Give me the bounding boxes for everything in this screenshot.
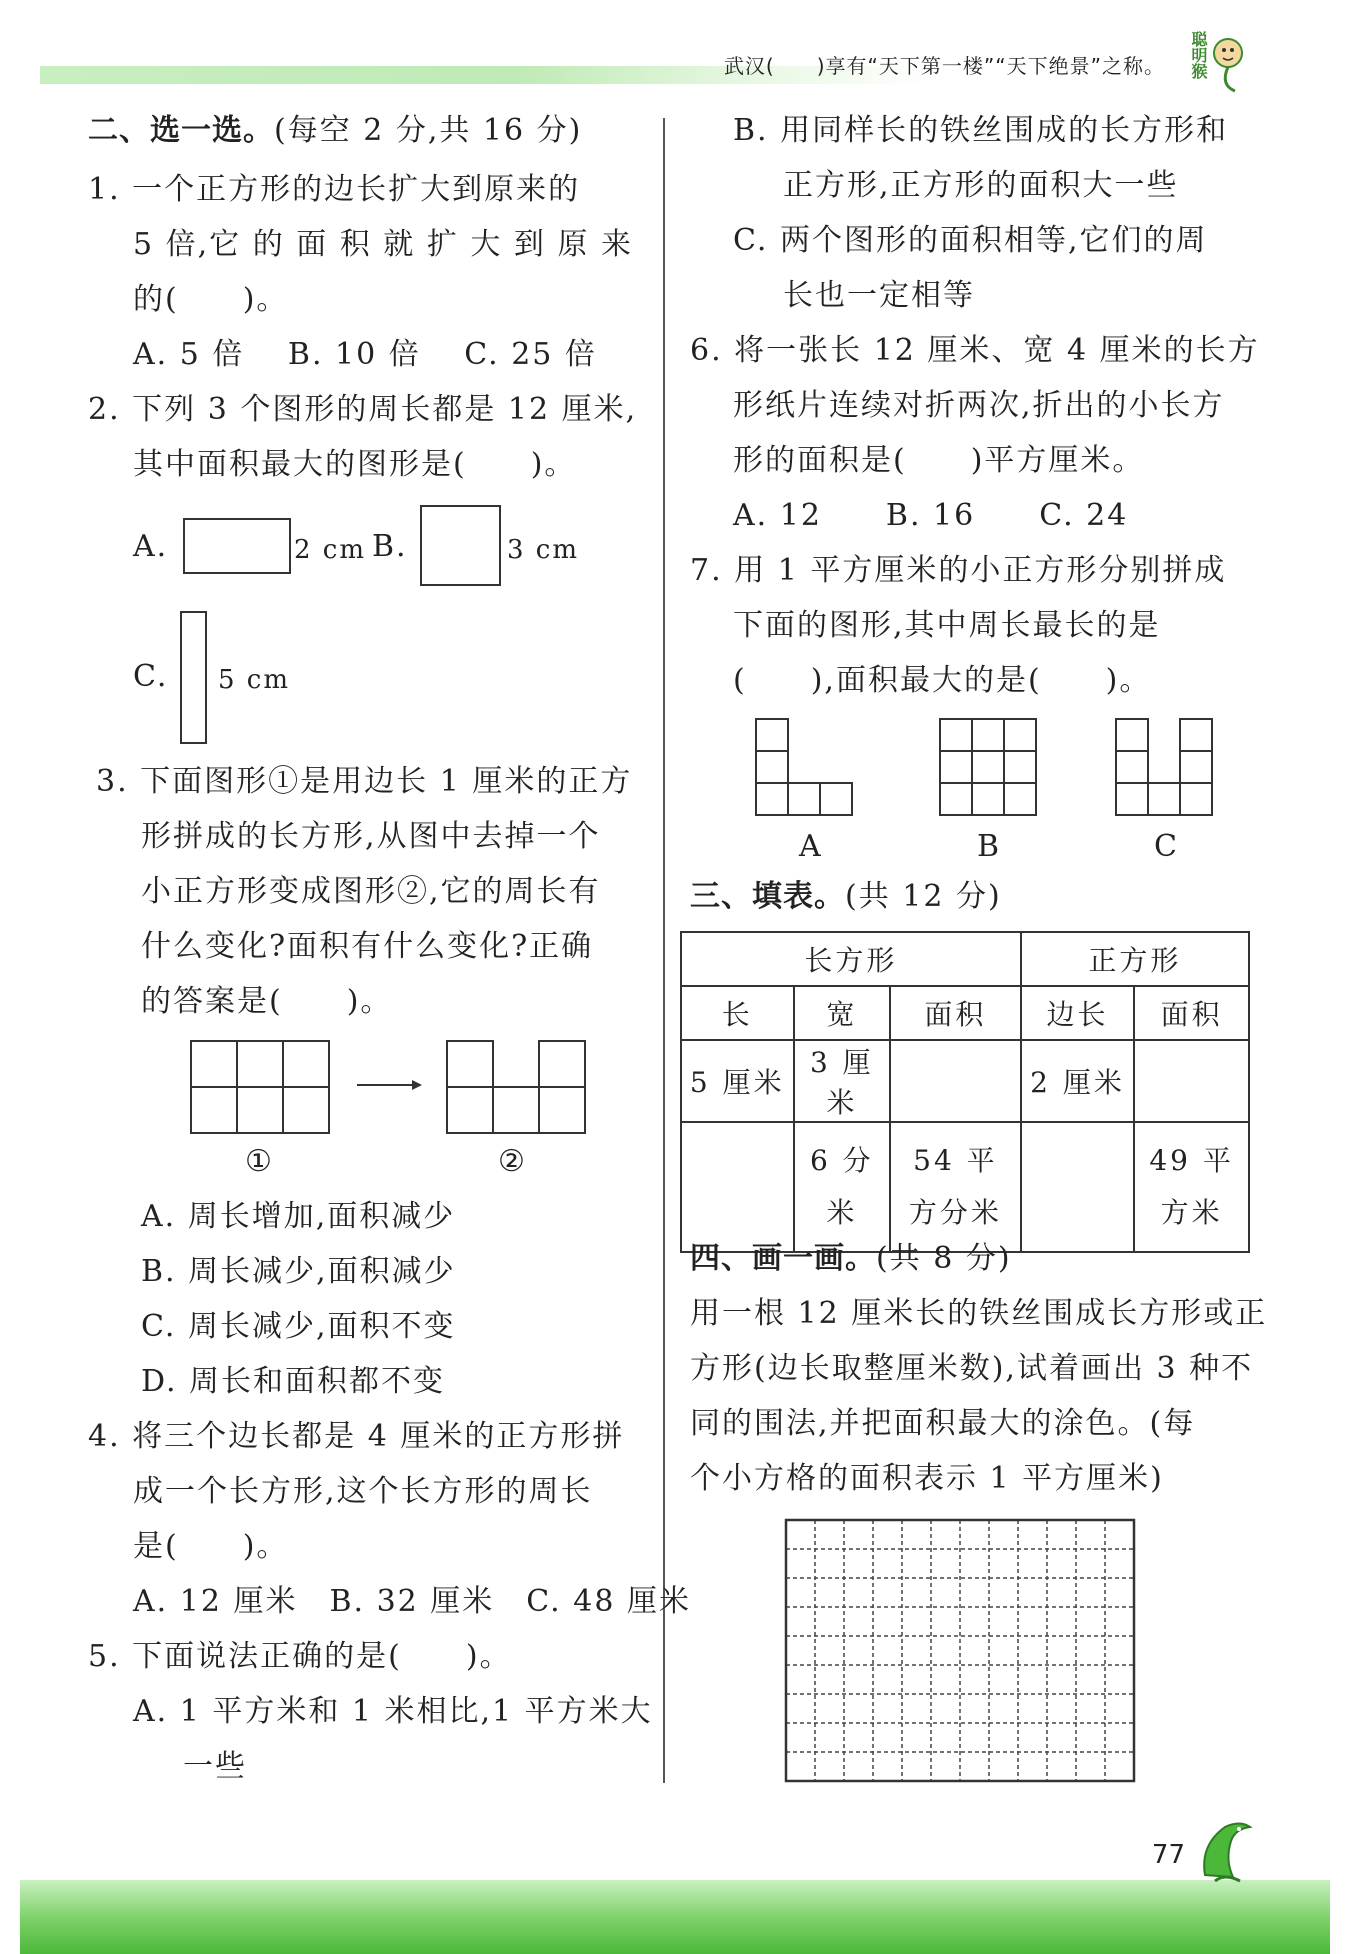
q7-figure-b-label: B: [977, 829, 1002, 864]
q3-figure1-label: ①: [245, 1144, 274, 1179]
section4-line4: 个小方格的面积表示 1 平方厘米): [690, 1461, 1164, 1496]
q2-option-a-label: A.: [133, 529, 169, 564]
q5-option-c2: 长也一定相等: [783, 278, 975, 313]
table-cell: 5 厘米: [681, 1040, 794, 1122]
section2-title: 二、选一选。: [88, 113, 274, 148]
q6-line3: 形的面积是( )平方厘米。: [733, 443, 1145, 478]
table-header: 面积: [1134, 986, 1249, 1040]
table-cell-blank[interactable]: [890, 1040, 1021, 1122]
q3-line1: 3. 下面图形①是用边长 1 厘米的正方: [96, 764, 633, 799]
logo-text: 聪明猴: [1189, 31, 1208, 79]
drawing-grid[interactable]: [784, 1518, 1144, 1788]
q3-line3: 小正方形变成图形②,它的周长有: [141, 874, 601, 909]
q7-figure-a-label: A: [799, 829, 823, 864]
q7-line2: 下面的图形,其中周长最长的是: [733, 608, 1161, 643]
table-header: 面积: [890, 986, 1021, 1040]
table-group-square: 正方形: [1021, 932, 1249, 986]
q5-option-c1: C. 两个图形的面积相等,它们的周: [733, 223, 1208, 258]
q2-figure-b: [420, 505, 501, 586]
table-cell: 54 平方分米: [890, 1122, 1021, 1252]
q1-line3: 的( )。: [133, 282, 289, 317]
q5-option-b2: 正方形,正方形的面积大一些: [783, 168, 1179, 203]
q5-option-a2: 一些: [183, 1749, 247, 1784]
q3-option-c: C. 周长减少,面积不变: [141, 1309, 456, 1344]
section4-heading: [690, 1240, 1012, 1278]
q5-line1: 5. 下面说法正确的是( )。: [88, 1639, 512, 1674]
q3-line2: 形拼成的长方形,从图中去掉一个: [141, 819, 601, 854]
q1-options: A. 5 倍 B. 10 倍 C. 25 倍: [133, 337, 597, 372]
q1-line1: 1. 一个正方形的边长扩大到原来的: [88, 172, 581, 207]
grid-border: [786, 1520, 1134, 1781]
q3-option-a: A. 周长增加,面积减少: [141, 1199, 456, 1234]
fill-table: [680, 931, 1250, 1253]
q2-line1: 2. 下列 3 个图形的周长都是 12 厘米,: [88, 392, 638, 427]
page-number: 77: [1151, 1840, 1185, 1870]
table-cell-blank[interactable]: [1134, 1040, 1249, 1122]
section4-title: 四、画一画。: [690, 1241, 876, 1276]
q2-option-b-label: B.: [372, 529, 408, 564]
q2-figure-c: [180, 611, 207, 744]
q3-option-d: D. 周长和面积都不变: [141, 1364, 446, 1399]
q2-figure-b-dim: 3 cm: [507, 535, 580, 565]
q6-line2: 形纸片连续对折两次,折出的小长方: [733, 388, 1225, 423]
footer-band: [20, 1880, 1330, 1954]
section4-score: (共 8 分): [876, 1241, 1012, 1276]
table-cell: 3 厘米: [794, 1040, 891, 1122]
table-cell: 49 平方米: [1134, 1122, 1249, 1252]
q7-figure-c-label: C: [1154, 829, 1179, 864]
q2-option-c-label: C.: [133, 659, 169, 694]
table-header: 宽: [794, 986, 891, 1040]
arrow-icon: [412, 1080, 422, 1090]
section3-score: (共 12 分): [845, 879, 1002, 914]
table-cell: 2 厘米: [1021, 1040, 1135, 1122]
section4-line2: 方形(边长取整厘米数),试着画出 3 种不: [690, 1351, 1254, 1386]
q1-line2: 5 倍,它 的 面 积 就 扩 大 到 原 来: [133, 227, 633, 262]
q2-figure-c-dim: 5 cm: [218, 665, 291, 695]
q3-figures: [190, 1040, 590, 1140]
q3-figure2-label: ②: [498, 1144, 527, 1179]
q2-figure-a-dim: 2 cm: [294, 535, 367, 565]
q3-option-b: B. 周长减少,面积减少: [141, 1254, 456, 1289]
section3-title: 三、填表。: [690, 879, 845, 914]
q6-line1: 6. 将一张长 12 厘米、宽 4 厘米的长方: [690, 333, 1260, 368]
section3-heading: [690, 878, 1002, 916]
q5-option-b1: B. 用同样长的铁丝围成的长方形和: [733, 113, 1229, 148]
table-cell-blank[interactable]: [681, 1122, 794, 1252]
q4-options: A. 12 厘米 B. 32 厘米 C. 48 厘米: [133, 1584, 691, 1619]
q2-line2: 其中面积最大的图形是( )。: [133, 447, 577, 482]
section4-line3: 同的围法,并把面积最大的涂色。(每: [690, 1406, 1196, 1441]
table-cell-blank[interactable]: [1021, 1122, 1135, 1252]
dolphin-icon: [1195, 1815, 1255, 1885]
q3-line4: 什么变化?面积有什么变化?正确: [141, 929, 594, 964]
q6-options: A. 12 B. 16 C. 24: [733, 498, 1129, 533]
q7-line1: 7. 用 1 平方厘米的小正方形分别拼成: [690, 553, 1227, 588]
section2-score: (每空 2 分,共 16 分): [274, 113, 583, 148]
table-header: 长: [681, 986, 794, 1040]
table-group-rectangle: 长方形: [681, 932, 1021, 986]
q2-figure-a: [183, 518, 291, 574]
q3-line5: 的答案是( )。: [141, 984, 393, 1019]
q4-line1: 4. 将三个边长都是 4 厘米的正方形拼: [88, 1419, 625, 1454]
column-divider: [663, 118, 665, 1783]
q4-line2: 成一个长方形,这个长方形的周长: [133, 1474, 593, 1509]
monkey-icon: [1190, 25, 1250, 95]
q4-line3: 是( )。: [133, 1529, 289, 1564]
header-text: 武汉( )享有“天下第一楼”“天下绝景”之称。: [723, 54, 1165, 78]
table-cell: 6 分米: [794, 1122, 891, 1252]
q7-line3: ( ),面积最大的是( )。: [733, 663, 1152, 698]
table-header: 边长: [1021, 986, 1135, 1040]
section2-heading: [88, 112, 582, 150]
q5-option-a1: A. 1 平方米和 1 米相比,1 平方米大: [133, 1694, 653, 1729]
q7-figures: [755, 718, 1225, 823]
section4-line1: 用一根 12 厘米长的铁丝围成长方形或正: [690, 1296, 1268, 1331]
